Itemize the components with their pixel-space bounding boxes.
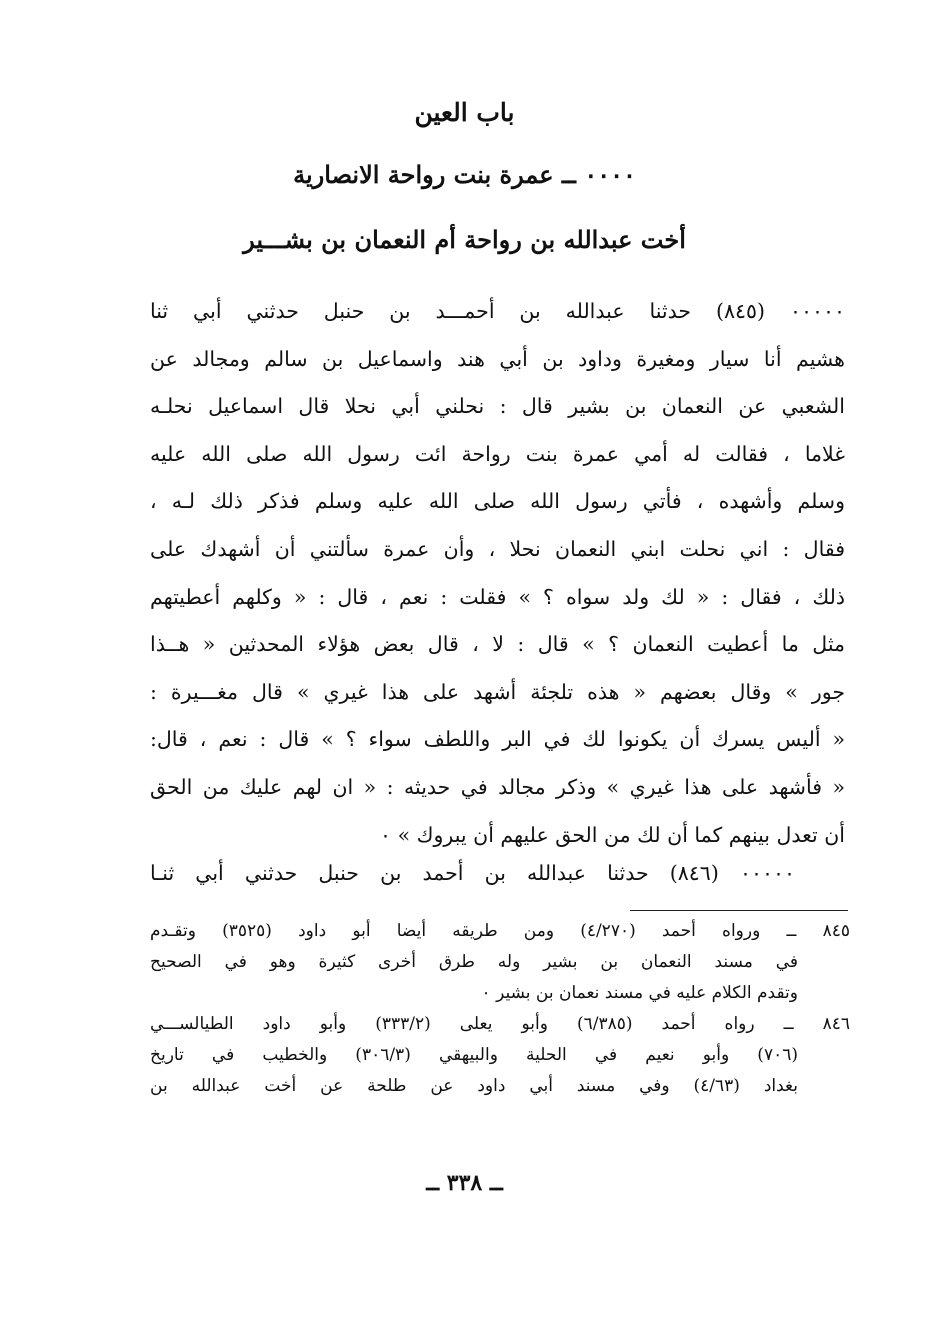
text-line: ٠٠٠٠٠ (٨٤٥) حدثنا عبدالله بن أحمـــد بن حنبل حدثني أبي ثنا xyxy=(150,299,845,323)
footnotes xyxy=(150,916,850,1102)
text-line: فقال : اني نحلت ابني النعمان نحلا ، وأن عمرة سألتني أن أشهدك على xyxy=(150,536,845,561)
footnote-line: (٧٠٦) وأبو نعيم في الحلية والبيهقي (٣٠٦/٣) والخطيب في تاريخ xyxy=(150,1045,798,1065)
text-line: ذلك ، فقال : « لك ولد سواه ؟ » فقلت : نعم ، قال : « وكلهم أعطيتهم xyxy=(150,584,845,609)
footnote-line: وتقدم الكلام عليه في مسند نعمان بن بشير ٠ xyxy=(481,983,798,1003)
text-line: الشعبي عن النعمان بن بشير قال : نحلني أبي نحلا قال اسماعيل نحلـه xyxy=(150,394,845,419)
page-number: ــ ٣٣٨ ــ xyxy=(426,1170,503,1196)
entry-title: ٠٠٠٠ ــ عمرة بنت رواحة الانصارية xyxy=(293,160,636,189)
footnote-line: بغداد (٤/٦٣) وفي مسند أبي داود عن طلحة عن أخت عبدالله بن xyxy=(150,1076,798,1096)
text-line: وسلم وأشهده ، فأتي رسول الله صلى الله عليه وسلم فذكر ذلك لـه ، xyxy=(150,489,845,514)
text-line: مثل ما أعطيت النعمان ؟ » قال : لا ، قال بعض هؤلاء المحدثين « هــذا xyxy=(150,632,845,657)
footnote-line: ٨٤٦ ــ رواه أحمد (٦/٣٨٥) وأبو يعلى (٣٣٣/٢) وأبو داود الطيالســـي xyxy=(150,1014,850,1034)
text-line: هشيم أنا سيار ومغيرة وداود بن أبي هند واسماعيل بن سالم ومجالد عن xyxy=(150,346,845,371)
footnote-line: في مسند النعمان بن بشير وله طرق أخرى كثيرة وهو في الصحيح xyxy=(150,952,798,972)
entry-subtitle: أخت عبدالله بن رواحة أم النعمان بن بشـــير xyxy=(243,225,686,254)
hadith-paragraph-845 xyxy=(150,288,845,859)
hadith-paragraph-846: ٠٠٠٠٠ (٨٤٦) حدثنا عبدالله بن أحمد بن حنبل حدثني أبي ثنـا xyxy=(150,861,795,885)
footnote-separator xyxy=(630,910,848,911)
footnote-845 xyxy=(150,916,850,1009)
text-line: جور » وقال بعضهم « هذه تلجئة أشهد على هذا غيري » قال مغـــيرة : xyxy=(150,679,845,704)
text-line: « أليس يسرك أن يكونوا لك في البر واللطف سواء ؟ » قال : نعم ، قال: xyxy=(150,727,845,752)
chapter-title: باب العين xyxy=(414,98,515,127)
footnote-846 xyxy=(150,1009,850,1102)
text-line: « فأشهد على هذا غيري » وذكر مجالد في حديثه : « ان لهم عليك من الحق xyxy=(150,774,845,799)
text-line: أن تعدل بينهم كما أن لك من الحق عليهم أن يبروك » ٠ xyxy=(380,822,845,847)
text-line: غلاما ، فقالت له أمي عمرة بنت رواحة ائت رسول الله صلى الله عليه xyxy=(150,441,845,466)
footnote-line: ٨٤٥ ــ ورواه أحمد (٤/٢٧٠) ومن طريقه أيضا أبو داود (٣٥٢٥) وتقـدم xyxy=(150,921,850,941)
